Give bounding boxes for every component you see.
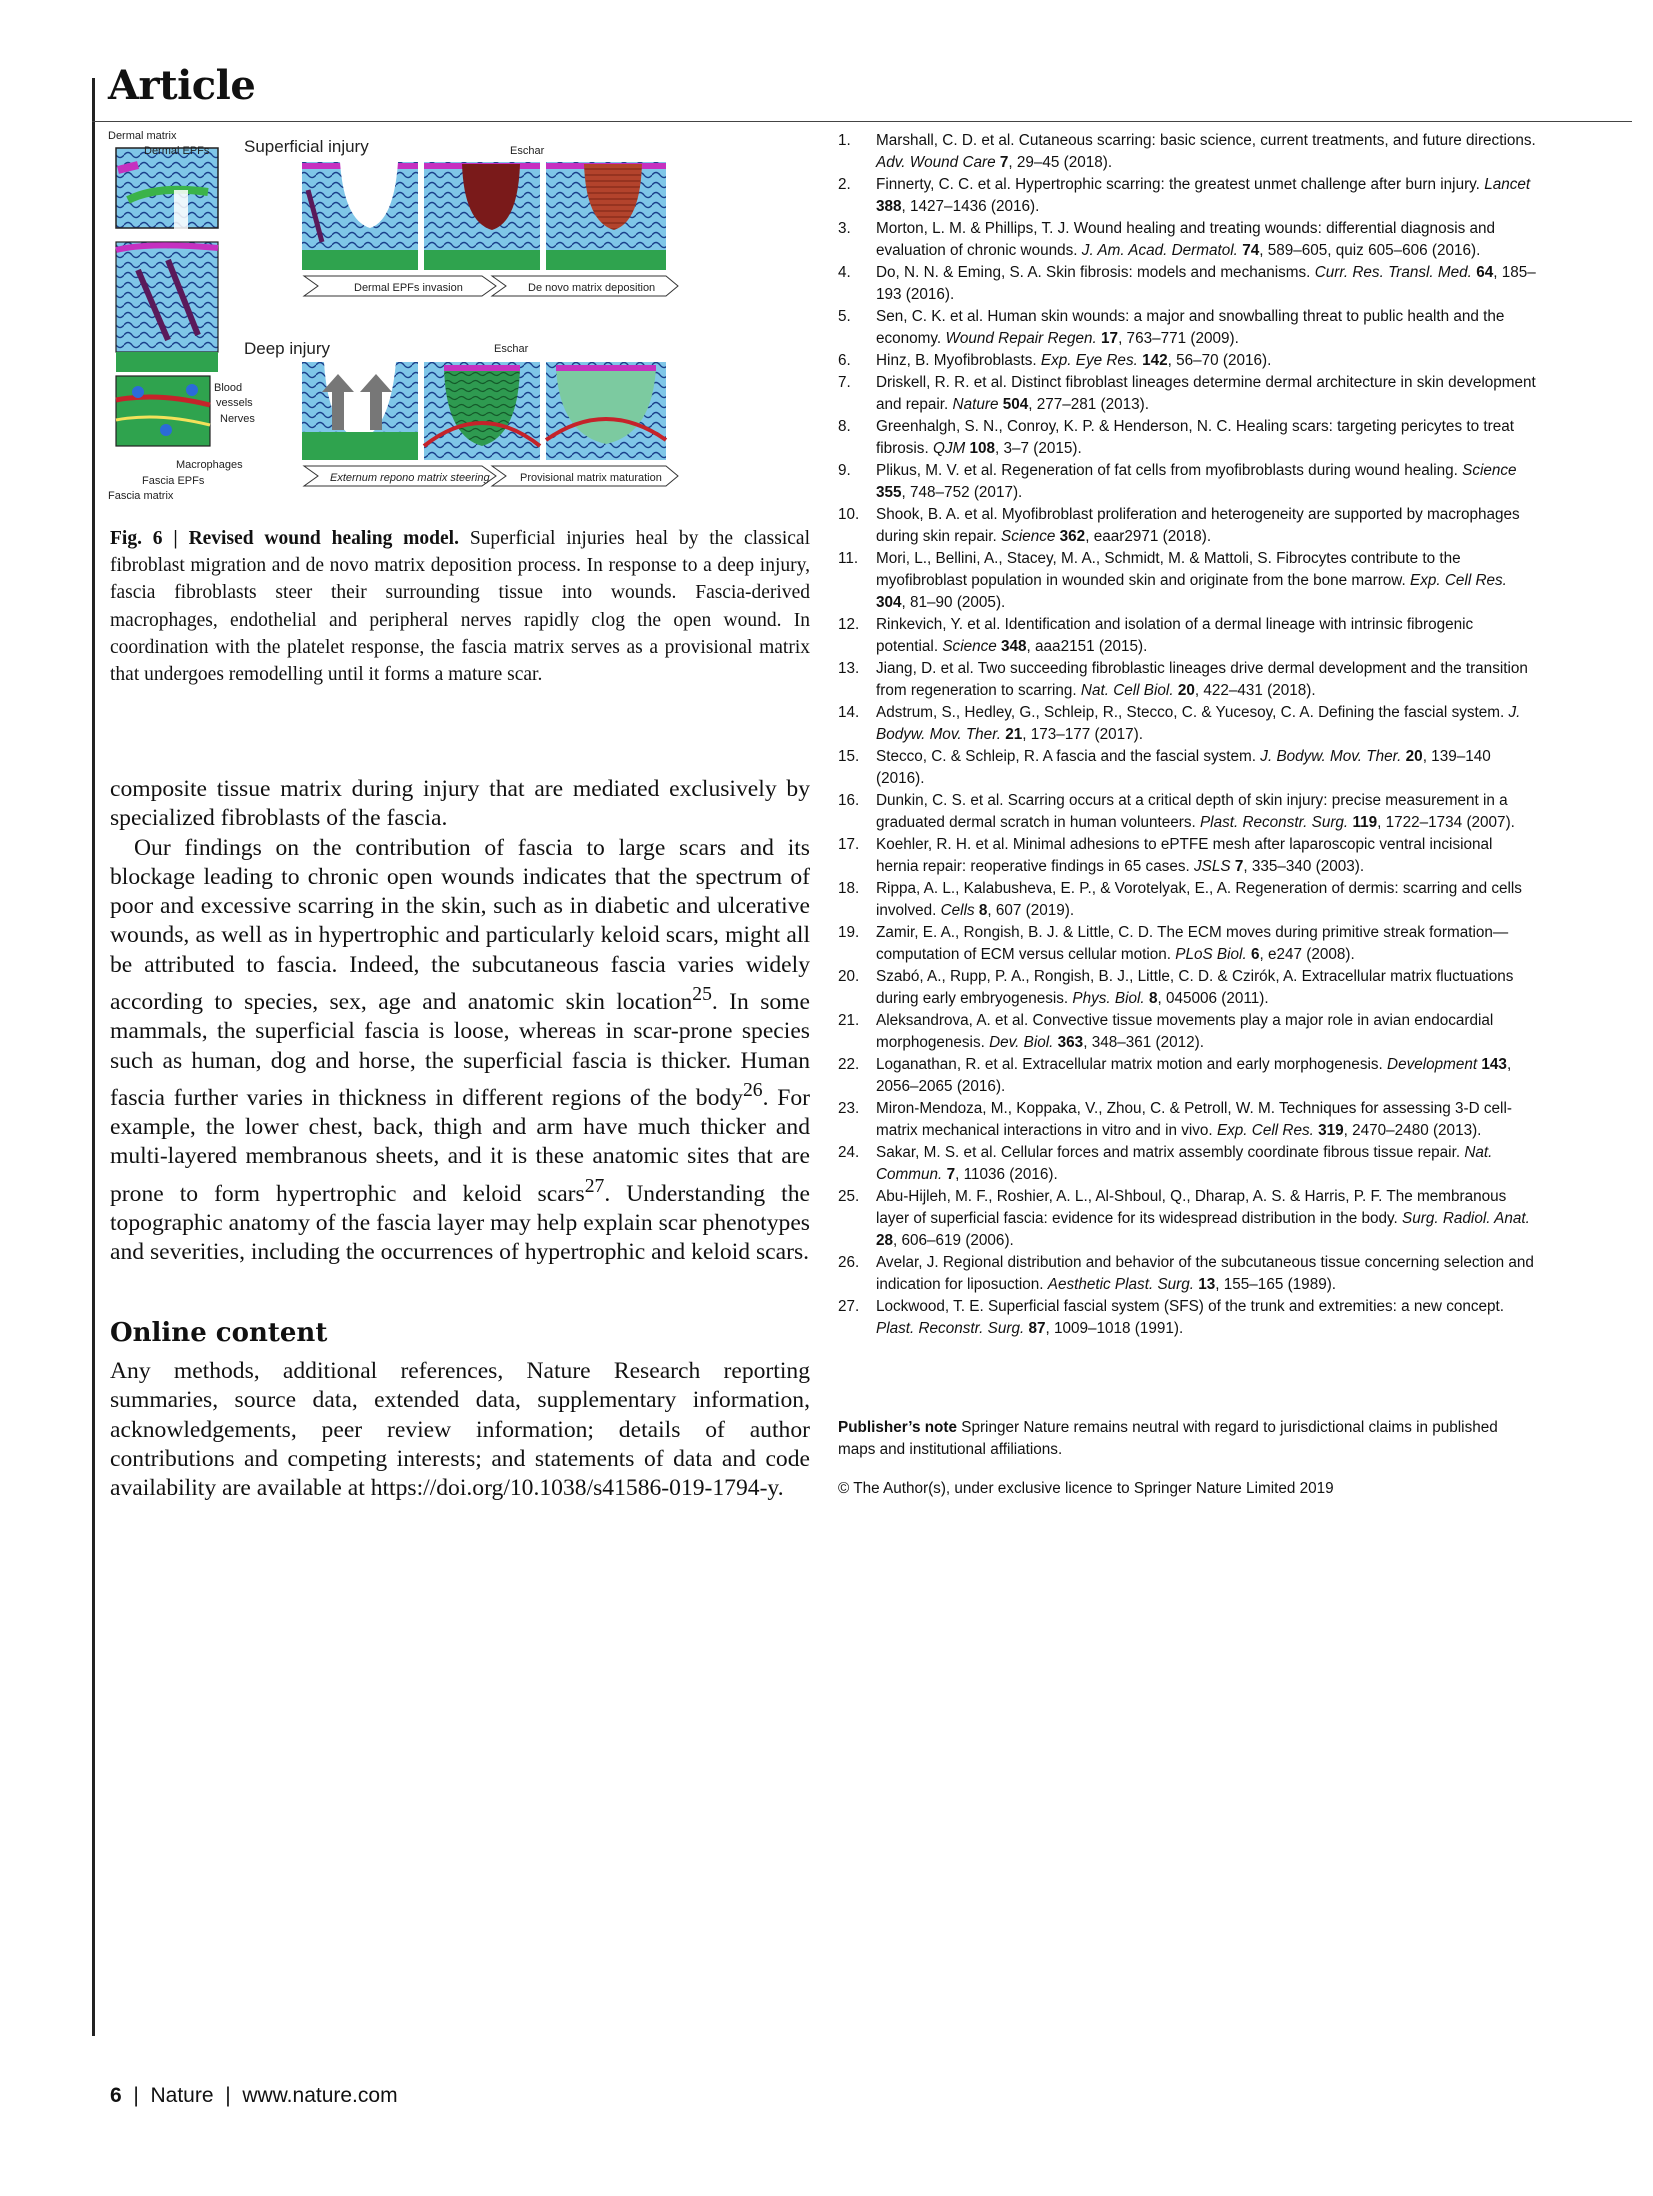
reference-pages: , 11036 (2016).: [955, 1166, 1058, 1183]
label-blood: Blood: [214, 382, 243, 394]
reference-pages: , 173–177 (2017).: [1022, 726, 1144, 743]
reference-number: 8.: [838, 418, 851, 435]
reference-pages: , 155–165 (1989).: [1215, 1276, 1337, 1293]
reference-number: 6.: [838, 352, 851, 369]
page-footer: [110, 2084, 398, 2108]
reference-number: 19.: [838, 924, 860, 941]
reference-number: 27.: [838, 1298, 860, 1315]
reference-volume: 348: [1001, 638, 1027, 655]
label-fascia-epfs: Fascia EPFs: [142, 475, 205, 487]
reference-number: 5.: [838, 308, 851, 325]
reference-pages: , 045006 (2011).: [1157, 990, 1269, 1007]
reference-journal: Cells: [940, 902, 975, 919]
superficial-panel-1: [302, 162, 418, 270]
section-header: Article: [108, 62, 256, 109]
reference-text: Sakar, M. S. et al. Cellular forces and matrix assembly coordinate fibrous tissue repair.: [876, 1144, 1465, 1161]
reference-pages: , 422–431 (2018).: [1194, 682, 1316, 699]
reference-number: 17.: [838, 836, 860, 853]
reference-volume: 21: [1005, 726, 1023, 743]
reference-item: [838, 702, 1538, 746]
reference-journal: Exp. Cell Res.: [1216, 1122, 1314, 1139]
label-superficial-injury: Superficial injury: [244, 137, 369, 156]
body-paragraph-1: composite tissue matrix during injury that are mediated exclusively by specialized fibroblasts of the fascia.: [110, 776, 810, 832]
label-arrow-3: Externum repono matrix steering: [330, 472, 490, 484]
reference-pages: , 2056–2065 (2016).: [876, 1056, 1512, 1095]
reference-text: Miron-Mendoza, M., Koppaka, V., Zhou, C. & Petroll, W. M. Techniques for assessing 3-D cell-matrix mechanical interactions in vitro and in vivo.: [876, 1100, 1512, 1139]
online-content-heading: Online content: [110, 1318, 328, 1348]
reference-text: Aleksandrova, A. et al. Convective tissue movements play a major role in avian endocardial morphogenesis.: [876, 1012, 1494, 1051]
reference-volume: 87: [1028, 1320, 1046, 1337]
reference-number: 13.: [838, 660, 860, 677]
reference-list: [838, 130, 1538, 1340]
caption-text: Superficial injuries heal by the classical fibroblast migration and de novo matrix deposition process. In response to a deep injury, fascia fibroblasts steer their surrounding tissue into wounds. Fascia-derived macrophages, endothelial and peripheral nerves rapidly clog the open wound. In coordination with the platelet response, the fascia matrix serves as a provisional matrix that undergoes remodelling until it forms a mature scar.: [110, 528, 810, 686]
deep-panel-2: [424, 362, 540, 460]
reference-pages: , aaa2151 (2015).: [1026, 638, 1148, 655]
reference-volume: 8: [1148, 990, 1158, 1007]
reference-pages: , eaar2971 (2018).: [1085, 528, 1212, 545]
reference-volume: 7: [946, 1166, 956, 1183]
reference-pages: , 2470–2480 (2013).: [1343, 1122, 1482, 1139]
reference-pages: , 1722–1734 (2007).: [1377, 814, 1515, 831]
reference-pages: , 1009–1018 (1991).: [1045, 1320, 1184, 1337]
reference-text: Rippa, A. L., Kalabusheva, E. P., & Vorotelyak, E., A. Regeneration of dermis: scarring and cells involved.: [876, 880, 1522, 919]
body-text-segment: Our findings on the contribution of fascia to large scars and its blockage leading to chronic open wounds indicates that the spectrum of poor and excessive scarring in the skin, such as in diabetic and ulcerative wounds, as well as in hypertrophic and particularly keloid scars, might all be attributed to fascia. Indeed, the subcutaneous fascia varies widely according to species, sex, age and anatomic skin location: [110, 834, 810, 1015]
reference-volume: 363: [1057, 1034, 1084, 1051]
reference-text: Shook, B. A. et al. Myofibroblast proliferation and heterogeneity are supported by macrophages during skin repair.: [876, 506, 1520, 545]
reference-text: Avelar, J. Regional distribution and behavior of the subcutaneous tissue concerning selection and indication for liposuction.: [876, 1254, 1534, 1293]
reference-journal: Phys. Biol.: [1072, 990, 1145, 1007]
reference-pages: , e247 (2008).: [1259, 946, 1355, 963]
header-rule: [92, 121, 1632, 122]
reference-item: [838, 790, 1538, 834]
label-arrow-2: De novo matrix deposition: [528, 282, 656, 294]
body-paragraph-2: [110, 834, 810, 1268]
reference-item: [838, 746, 1538, 790]
reference-journal: Plast. Reconstr. Surg.: [876, 1320, 1025, 1337]
deep-panel-3: [546, 362, 666, 460]
figure-6-wound-healing-model: [108, 130, 804, 518]
reference-pages: , 348–361 (2012).: [1083, 1034, 1204, 1051]
reference-text: Stecco, C. & Schleip, R. A fascia and the fascial system.: [876, 748, 1261, 765]
reference-volume: 17: [1101, 330, 1119, 347]
reference-volume: 319: [1318, 1122, 1344, 1139]
reference-number: 16.: [838, 792, 860, 809]
reference-text: Dunkin, C. S. et al. Scarring occurs at a critical depth of skin injury: precise measurement in a graduated dermal scratch in human volunteers.: [876, 792, 1508, 831]
reference-number: 20.: [838, 968, 860, 985]
body-text: [110, 775, 810, 1267]
reference-volume: 8: [978, 902, 988, 919]
reference-item: [838, 372, 1538, 416]
deep-panel-1: [302, 362, 418, 460]
reference-number: 7.: [838, 374, 851, 391]
reference-pages: , 139–140 (2016).: [876, 748, 1491, 787]
reference-volume: 13: [1198, 1276, 1216, 1293]
reference-item: [838, 966, 1538, 1010]
reference-number: 10.: [838, 506, 860, 523]
reference-item: [838, 658, 1538, 702]
reference-item: [838, 1142, 1538, 1186]
reference-item: [838, 262, 1538, 306]
reference-text: Driskell, R. R. et al. Distinct fibroblast lineages determine dermal architecture in skin development and repair.: [876, 374, 1536, 413]
inset-panel-skin: [116, 242, 218, 372]
reference-text: Morton, L. M. & Phillips, T. J. Wound healing and treating wounds: differential diagnosis and evaluation of chronic wounds.: [876, 220, 1496, 259]
reference-text: Sen, C. K. et al. Human skin wounds: a major and snowballing threat to public health and the economy.: [876, 308, 1505, 347]
figure-caption: [110, 525, 810, 688]
label-vessels: vessels: [216, 397, 253, 409]
reference-volume: 143: [1481, 1056, 1507, 1073]
reference-pages: , 185–193 (2016).: [876, 264, 1536, 303]
reference-pages: , 277–281 (2013).: [1028, 396, 1150, 413]
reference-journal: Adv. Wound Care: [876, 154, 996, 171]
reference-number: 3.: [838, 220, 851, 237]
reference-pages: , 29–45 (2018).: [1008, 154, 1113, 171]
label-arrow-1: Dermal EPFs invasion: [354, 282, 463, 294]
reference-pages: , 589–605, quiz 605–606 (2016).: [1259, 242, 1481, 259]
reference-number: 12.: [838, 616, 860, 633]
reference-pages: , 81–90 (2005).: [901, 594, 1006, 611]
reference-journal: Dev. Biol.: [989, 1034, 1054, 1051]
reference-number: 22.: [838, 1056, 860, 1073]
reference-volume: 6: [1250, 946, 1260, 963]
reference-item: [838, 504, 1538, 548]
label-fascia-matrix: Fascia matrix: [108, 490, 174, 502]
reference-volume: 20: [1405, 748, 1423, 765]
reference-volume: 304: [876, 594, 902, 611]
reference-volume: 28: [876, 1232, 894, 1249]
inset-panel-fascia: [116, 376, 210, 446]
reference-item: [838, 130, 1538, 174]
reference-number: 9.: [838, 462, 851, 479]
journal-url[interactable]: www.nature.com: [242, 2084, 398, 2107]
reference-item: [838, 1054, 1538, 1098]
reference-item: [838, 1296, 1538, 1340]
reference-journal: Nat. Cell Biol.: [1080, 682, 1174, 699]
reference-journal: Aesthetic Plast. Surg.: [1047, 1276, 1195, 1293]
reference-volume: 20: [1177, 682, 1195, 699]
reference-number: 23.: [838, 1100, 860, 1117]
reference-number: 25.: [838, 1188, 860, 1205]
body-text-segment: . Understanding the topographic anatomy of the fascia layer may help explain scar phenotypes and severities, including the occurrences of hypertrophic and keloid scars.: [110, 1180, 810, 1266]
reference-text: Mori, L., Bellini, A., Stacey, M. A., Schmidt, M. & Mattoli, S. Fibrocytes contribute to the myofibroblast population in wounded skin and originate from the bone marrow.: [876, 550, 1461, 589]
reference-text: Abu-Hijleh, M. F., Roshier, A. L., Al-Shboul, Q., Dharap, A. S. & Harris, P. F. The membranous layer of superficial fascia: evidence for its widespread distribution in the body.: [876, 1188, 1507, 1227]
footer-separator: |: [133, 2084, 139, 2107]
reference-item: [838, 834, 1538, 878]
reference-number: 1.: [838, 132, 851, 149]
reference-item: [838, 1252, 1538, 1296]
reference-text: Loganathan, R. et al. Extracellular matrix motion and early morphogenesis.: [876, 1056, 1388, 1073]
reference-journal: Curr. Res. Transl. Med.: [1314, 264, 1472, 281]
reference-number: 18.: [838, 880, 860, 897]
reference-text: Zamir, E. A., Rongish, B. J. & Little, C. D. The ECM moves during primitive streak formation—computation of ECM versus cellular motion.: [876, 924, 1509, 963]
reference-journal: Nat. Commun.: [876, 1144, 1493, 1183]
reference-text: Szabó, A., Rupp, P. A., Rongish, B. J., Little, C. D. & Czirók, A. Extracellular matrix fluctuations during early embryogenesis.: [876, 968, 1514, 1007]
reference-pages: , 606–619 (2006).: [893, 1232, 1014, 1249]
reference-item: [838, 922, 1538, 966]
reference-text: Plikus, M. V. et al. Regeneration of fat cells from myofibroblasts during wound healing.: [876, 462, 1463, 479]
reference-pages: , 763–771 (2009).: [1118, 330, 1239, 347]
label-eschar-bottom: Eschar: [494, 343, 529, 355]
publisher-note: [838, 1417, 1538, 1461]
label-dermal-matrix: Dermal matrix: [108, 130, 177, 142]
reference-item: [838, 174, 1538, 218]
reference-text: Jiang, D. et al. Two succeeding fibroblastic lineages drive dermal development and the transition from regeneration to scarring.: [876, 660, 1528, 699]
label-eschar-top: Eschar: [510, 145, 545, 157]
superficial-panel-2: [424, 162, 540, 270]
reference-item: [838, 1010, 1538, 1054]
reference-text: Hinz, B. Myofibroblasts.: [876, 352, 1041, 369]
reference-journal: Surg. Radiol. Anat.: [1402, 1210, 1530, 1227]
reference-text: Do, N. N. & Eming, S. A. Skin fibrosis: models and mechanisms.: [876, 264, 1315, 281]
reference-journal: Exp. Cell Res.: [1410, 572, 1507, 589]
label-arrow-4: Provisional matrix maturation: [520, 472, 662, 484]
left-margin-rule: [92, 78, 95, 2036]
reference-volume: 119: [1352, 814, 1378, 831]
page-number: 6: [110, 2084, 122, 2107]
reference-volume: 362: [1059, 528, 1086, 545]
reference-item: [838, 548, 1538, 614]
reference-journal: Science: [1001, 528, 1056, 545]
reference-number: 26.: [838, 1254, 860, 1271]
reference-item: [838, 1186, 1538, 1252]
reference-number: 14.: [838, 704, 860, 721]
reference-journal: Lancet: [1484, 176, 1531, 193]
reference-item: [838, 1098, 1538, 1142]
reference-journal: Science: [942, 638, 997, 655]
reference-journal: PLoS Biol.: [1175, 946, 1247, 963]
reference-volume: 108: [969, 440, 996, 457]
reference-pages: , 607 (2019).: [987, 902, 1075, 919]
reference-journal: Exp. Eye Res.: [1040, 352, 1138, 369]
reference-item: [838, 878, 1538, 922]
reference-journal: Plast. Reconstr. Surg.: [1199, 814, 1349, 831]
reference-journal: J. Bodyw. Mov. Ther.: [1260, 748, 1402, 765]
reference-journal: JSLS: [1194, 858, 1231, 875]
publisher-note-text: Springer Nature remains neutral with regard to jurisdictional claims in published maps and institutional affiliations.: [838, 1419, 1498, 1458]
reference-journal: Science: [1462, 462, 1517, 479]
reference-volume: 142: [1142, 352, 1168, 369]
reference-volume: 7: [1234, 858, 1244, 875]
reference-number: 15.: [838, 748, 860, 765]
reference-item: [838, 416, 1538, 460]
reference-item: [838, 350, 1538, 372]
label-macrophages: Macrophages: [176, 459, 243, 471]
publisher-note-label: Publisher’s note: [838, 1419, 957, 1436]
reference-text: Adstrum, S., Hedley, G., Schleip, R., Stecco, C. & Yucesoy, C. A. Defining the fascial system.: [876, 704, 1509, 721]
reference-pages: , 335–340 (2003).: [1243, 858, 1365, 875]
label-deep-injury: Deep injury: [244, 339, 330, 358]
reference-number: 11.: [838, 550, 859, 567]
reference-item: [838, 218, 1538, 262]
footer-separator: |: [225, 2084, 231, 2107]
reference-journal: J. Bodyw. Mov. Ther.: [876, 704, 1521, 743]
citation-superscript: 27: [584, 1174, 605, 1197]
label-nerves: Nerves: [220, 413, 255, 425]
reference-text: Rinkevich, Y. et al. Identification and isolation of a dermal lineage with intrinsic fibrogenic potential.: [876, 616, 1474, 655]
reference-pages: , 3–7 (2015).: [995, 440, 1082, 457]
journal-name: Nature: [150, 2084, 214, 2107]
reference-pages: , 748–752 (2017).: [901, 484, 1023, 501]
reference-number: 2.: [838, 176, 851, 193]
online-content-text: Any methods, additional references, Nature Research reporting summaries, source data, extended data, supplementary information, acknowledgements, peer review information; details of author contributions and competing interests; and statements of data and code availability are available at https://doi.org/10.1038/s41586-019-1794-y.: [110, 1358, 810, 1502]
reference-volume: 504: [1002, 396, 1029, 413]
reference-text: Greenhalgh, S. N., Conroy, K. P. & Henderson, N. C. Healing scars: targeting pericytes to treat fibrosis.: [876, 418, 1514, 457]
body-text-segment: . For example, the lower chest, back, thigh and arm have much thicker and multi-layered membranous sheets, and it is these anatomic sites that are prone to form hypertrophic and keloid scars: [110, 1084, 810, 1207]
reference-number: 21.: [838, 1012, 860, 1029]
citation-superscript: 25: [692, 983, 712, 1006]
body-text-segment: . In some mammals, the superficial fascia is loose, whereas in scar-prone species such as human, dog and horse, the superficial fascia is thicker. Human fascia further varies in thickness in different regions of the body: [110, 988, 811, 1111]
reference-item: [838, 306, 1538, 350]
reference-volume: 74: [1242, 242, 1260, 259]
reference-text: Lockwood, T. E. Superficial fascial system (SFS) of the trunk and extremities: a new concept.: [876, 1298, 1505, 1315]
caption-title: Fig. 6 | Revised wound healing model.: [110, 528, 459, 549]
reference-volume: 388: [876, 198, 902, 215]
superficial-panel-3: [546, 162, 666, 270]
reference-text: Finnerty, C. C. et al. Hypertrophic scarring: the greatest unmet challenge after burn injury.: [876, 176, 1485, 193]
inset-panel-top: [116, 148, 218, 230]
reference-text: Marshall, C. D. et al. Cutaneous scarring: basic science, current treatments, and future directions.: [876, 132, 1536, 149]
reference-item: [838, 460, 1538, 504]
reference-volume: 355: [876, 484, 902, 501]
reference-number: 24.: [838, 1144, 860, 1161]
reference-journal: QJM: [932, 440, 966, 457]
reference-journal: J. Am. Acad. Dermatol.: [1081, 242, 1238, 259]
citation-superscript: 26: [742, 1078, 763, 1101]
reference-journal: Wound Repair Regen.: [945, 330, 1097, 347]
reference-volume: 7: [999, 154, 1009, 171]
reference-number: 4.: [838, 264, 851, 281]
reference-pages: , 56–70 (2016).: [1167, 352, 1272, 369]
reference-pages: , 1427–1436 (2016).: [901, 198, 1040, 215]
reference-volume: 64: [1476, 264, 1494, 281]
label-dermal-epfs: Dermal EPFs: [144, 145, 210, 157]
reference-item: [838, 614, 1538, 658]
reference-journal: Nature: [952, 396, 999, 413]
reference-journal: Development: [1387, 1056, 1478, 1073]
copyright-line: © The Author(s), under exclusive licence to Springer Nature Limited 2019: [838, 1480, 1334, 1497]
reference-text: Koehler, R. H. et al. Minimal adhesions to ePTFE mesh after laparoscopic ventral incisional hernia repair: reoperative findings in 65 cases.: [876, 836, 1493, 875]
